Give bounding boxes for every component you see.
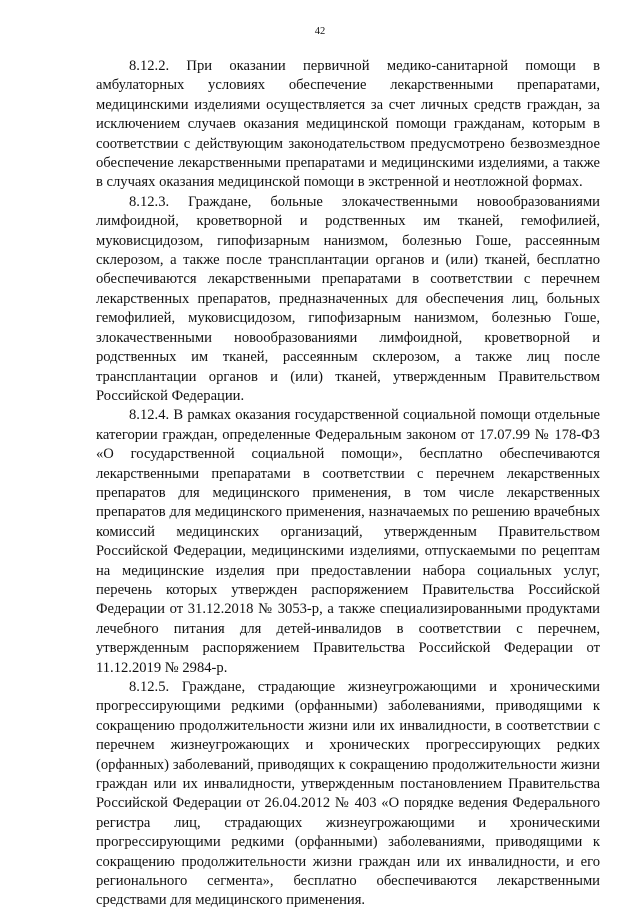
paragraph-8-12-2: 8.12.2. При оказании первичной медико-санитарной помощи в амбулаторных условиях обеспечение лекарственными препаратами, медицинскими изделиями осуществляется за счет личных средств граждан, за исключением случаев оказания медицинской помощи гражданам, которым в соответствии с действующим законодательством предусмотрено безвозмездное обеспечение лекарственными препаратами и медицинскими изделиями, а также в случаях оказания медицинской помощи в экстренной и неотложной формах. [96, 58, 600, 191]
paragraph-8-12-5: 8.12.5. Граждане, страдающие жизнеугрожающими и хроническими прогрессирующими редкими (орфанными) заболеваниями, приводящими к сокращению продолжительности жизни или их инвалидности, в соответствии с перечнем жизнеугрожающих и хронических прогрессирующих редких (орфанных) заболеваний, приводящих к сокращению продолжительности жизни граждан или их инвалидности, утвержденным постановлением Правительства Российской Федерации от 26.04.2012 № 403 «О порядке ведения Федерального регистра лиц, страдающих жизнеугрожающими и хроническими прогрессирующими редкими (орфанными) заболеваниями, приводящими к сокращению продолжительности жизни граждан или их инвалидности, и его регионального сегмента», бесплатно обеспечиваются лекарственными средствами для медицинского применения. [96, 679, 600, 909]
paragraph-8-12-3: 8.12.3. Граждане, больные злокачественными новообразованиями лимфоидной, кроветворной и родственных им тканей, гемофилией, муковисцидозом, гипофизарным нанизмом, болезнью Гоше, рассеянным склерозом, а также после трансплантации органов и (или) тканей, бесплатно обеспечиваются лекарственными препаратами в соответствии с перечнем лекарственных препаратов, предназначенных для обеспечения лиц, больных гемофилией, муковисцидозом, гипофизарным нанизмом, болезнью Гоше, злокачественными новообразованиями лимфоидной, кроветворной и родственных им тканей, рассеянным склерозом, а также лиц после трансплантации органов и (или) тканей, утвержденным Правительством Российской Федерации. [96, 193, 600, 404]
paragraph-8-12-4: 8.12.4. В рамках оказания государственной социальной помощи отдельные категории граждан, определенные Федеральным законом от 17.07.99 № 178-ФЗ «О государственной социальной помощи», бесплатно обеспечиваются лекарственными препаратами в соответствии с перечнем лекарственных препаратов для медицинского применения, в том числе лекарственных препаратов для медицинского применения, назначаемых по решению врачебных комиссий медицинских организаций, утвержденным Правительством Российской Федерации, медицинскими изделиями, отпускаемыми по рецептам на медицинские изделия при предоставлении набора социальных услуг, перечень которых утвержден распоряжением Правительства Российской Федерации от 31.12.2018 № 3053-р, а также специализированными продуктами лечебного питания для детей-инвалидов в соответствии с перечнем, утвержденным распоряжением Правительства Российской Федерации от 11.12.2019 № 2984-р. [96, 407, 600, 676]
document-body [96, 57, 600, 911]
page-number: 42 [314, 26, 326, 37]
